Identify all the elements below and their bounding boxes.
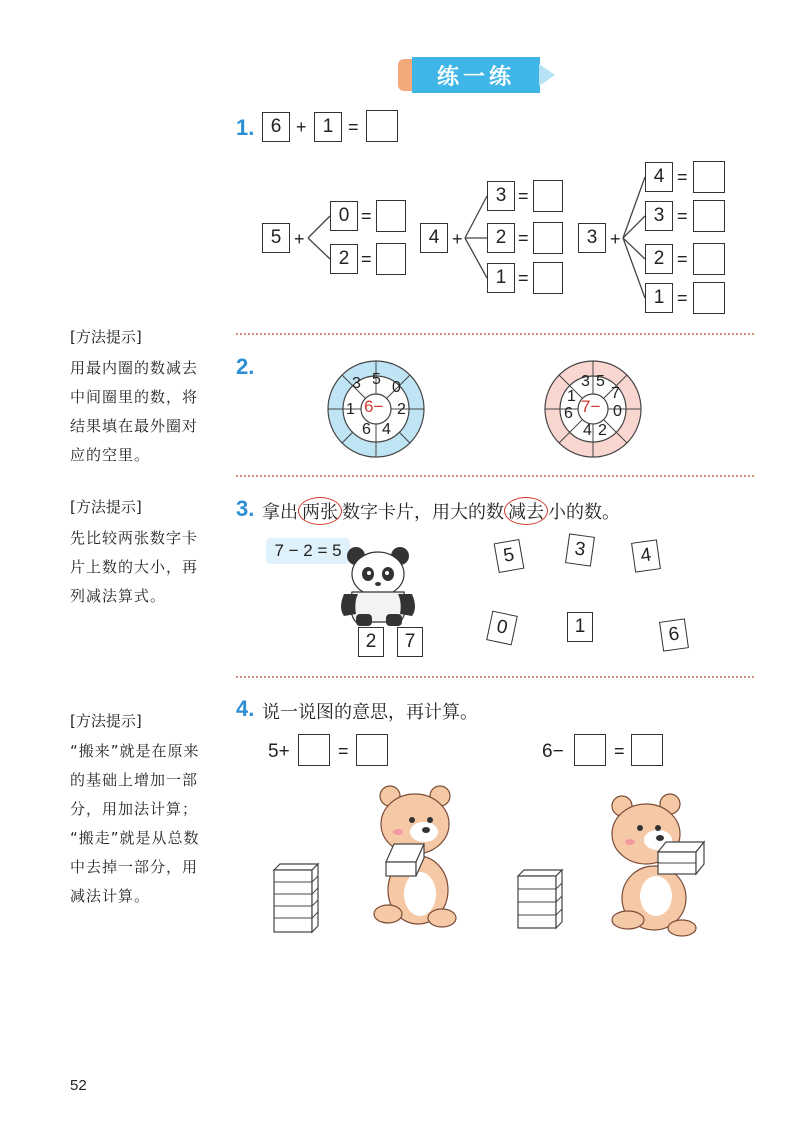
tip-line: 结果填在最外圈对	[70, 417, 199, 435]
number-card[interactable]: 1	[567, 612, 593, 642]
wheel-center: 6−	[364, 397, 384, 416]
addend-box: 6	[262, 112, 290, 142]
answer-box[interactable]	[298, 734, 330, 766]
box-stack-icon	[514, 868, 566, 930]
wheel-inner-number: 6	[362, 421, 371, 438]
addend-box: 1	[487, 263, 515, 293]
question-number: 3.	[236, 496, 255, 521]
addend-box: 2	[330, 244, 358, 274]
tip-line: 中去掉一部分，用	[70, 858, 199, 876]
equals-sign: =	[614, 741, 625, 761]
tip-line: “搬走”就是从总数	[70, 829, 200, 847]
circled-word: 两张	[298, 497, 342, 525]
base-box: 3	[578, 223, 606, 253]
equals-sign: =	[361, 206, 372, 226]
equals-sign: =	[361, 249, 372, 269]
answer-box[interactable]	[574, 734, 606, 766]
tip-line: 先比较两张数字卡	[70, 529, 199, 547]
equation-prefix: 5+	[268, 741, 290, 762]
example-equation: 7 − 2 = 5	[266, 538, 350, 564]
branch-lines	[0, 0, 800, 330]
answer-box[interactable]	[533, 262, 563, 294]
wheel-inner-number: 3	[352, 375, 361, 392]
tip-line: 分，用加法计算；	[70, 800, 199, 818]
equals-sign: =	[677, 288, 688, 308]
question-text: 说一说图的意思，再计算。	[262, 702, 478, 723]
separator	[236, 333, 754, 335]
answer-box[interactable]	[631, 734, 663, 766]
addend-box: 2	[645, 244, 673, 274]
number-card[interactable]: 5	[494, 539, 525, 573]
answer-box[interactable]	[693, 243, 725, 275]
wheel-labels	[543, 354, 643, 464]
base-box: 5	[262, 223, 290, 253]
separator	[236, 475, 754, 477]
tip-line: 应的空里。	[70, 446, 151, 464]
tip-title: [方法提示]	[70, 328, 142, 346]
wheel-inner-number: 2	[598, 422, 607, 439]
addend-box: 4	[645, 162, 673, 192]
tip-line: “搬来”就是在原来	[70, 742, 200, 760]
tip-line: 的基础上增加一部	[70, 771, 199, 789]
number-card: 2	[358, 627, 384, 657]
number-card: 7	[397, 627, 423, 657]
number-card[interactable]: 0	[486, 611, 518, 646]
wheel-inner-number: 0	[392, 379, 401, 396]
answer-box[interactable]	[376, 243, 406, 275]
tip-title: [方法提示]	[70, 498, 142, 516]
box-stack-icon	[270, 862, 322, 934]
panda-icon	[334, 544, 430, 634]
equals-sign: =	[677, 167, 688, 187]
wheel-inner-number: 5	[596, 373, 605, 390]
text-part: 拿出	[262, 502, 298, 523]
text-part: 小的数。	[548, 502, 620, 523]
plus-sign: +	[610, 229, 621, 249]
number-card[interactable]: 3	[565, 533, 595, 566]
wheel-inner-number: 0	[613, 403, 622, 420]
addend-box: 3	[487, 181, 515, 211]
answer-box[interactable]	[693, 161, 725, 193]
question-number: 2.	[236, 354, 255, 379]
tip-title: [方法提示]	[70, 712, 142, 730]
equals-sign: =	[348, 117, 359, 137]
wheel-inner-number: 4	[382, 421, 391, 438]
wheel-inner-number: 3	[581, 373, 590, 390]
base-box: 4	[420, 223, 448, 253]
equals-sign: =	[518, 228, 529, 248]
bear-carrying-box-icon	[604, 790, 714, 940]
page-number: 52	[70, 1077, 87, 1094]
number-card[interactable]: 4	[631, 539, 661, 572]
answer-box[interactable]	[376, 200, 406, 232]
answer-box[interactable]	[356, 734, 388, 766]
wheel-inner-number: 1	[346, 401, 355, 418]
wheel-inner-number: 7	[611, 385, 620, 402]
text-part: 数字卡片，用大的数	[342, 502, 504, 523]
answer-box[interactable]	[693, 282, 725, 314]
plus-sign: +	[452, 229, 463, 249]
equals-sign: =	[518, 268, 529, 288]
wheel-labels	[326, 354, 426, 464]
wheel-inner-number: 2	[397, 401, 406, 418]
addend-box: 0	[330, 201, 358, 231]
equals-sign: =	[518, 186, 529, 206]
equation-prefix: 6−	[542, 741, 564, 762]
addend-box: 1	[314, 112, 342, 142]
wheel-center: 7−	[581, 397, 601, 416]
answer-box[interactable]	[533, 180, 563, 212]
equals-sign: =	[677, 249, 688, 269]
tip-line: 用最内圈的数减去	[70, 359, 199, 377]
wheel-inner-number: 6	[564, 405, 573, 422]
plus-sign: +	[296, 117, 307, 137]
plus-sign: +	[294, 229, 305, 249]
addend-box: 1	[645, 283, 673, 313]
question-text	[262, 497, 620, 525]
addend-box: 2	[487, 223, 515, 253]
number-card[interactable]: 6	[659, 618, 689, 651]
question-number: 4.	[236, 696, 255, 721]
wheel-inner-number: 1	[567, 388, 576, 405]
tip-line: 片上数的大小，再	[70, 558, 199, 576]
separator	[236, 676, 754, 678]
answer-box[interactable]	[533, 222, 563, 254]
tip-line: 中间圈里的数，将	[70, 388, 199, 406]
equals-sign: =	[677, 206, 688, 226]
circled-word: 减去	[504, 497, 548, 525]
page-title: 练一练	[436, 65, 515, 90]
tip-line: 列减法算式。	[70, 587, 167, 605]
question-number: 1.	[236, 115, 255, 140]
wheel-inner-number: 4	[583, 422, 592, 439]
wheel-inner-number: 5	[372, 371, 381, 388]
bear-carrying-box-icon	[368, 782, 464, 932]
tip-line: 减法计算。	[70, 887, 151, 905]
addend-box: 3	[645, 201, 673, 231]
answer-box[interactable]	[693, 200, 725, 232]
equals-sign: =	[338, 741, 349, 761]
